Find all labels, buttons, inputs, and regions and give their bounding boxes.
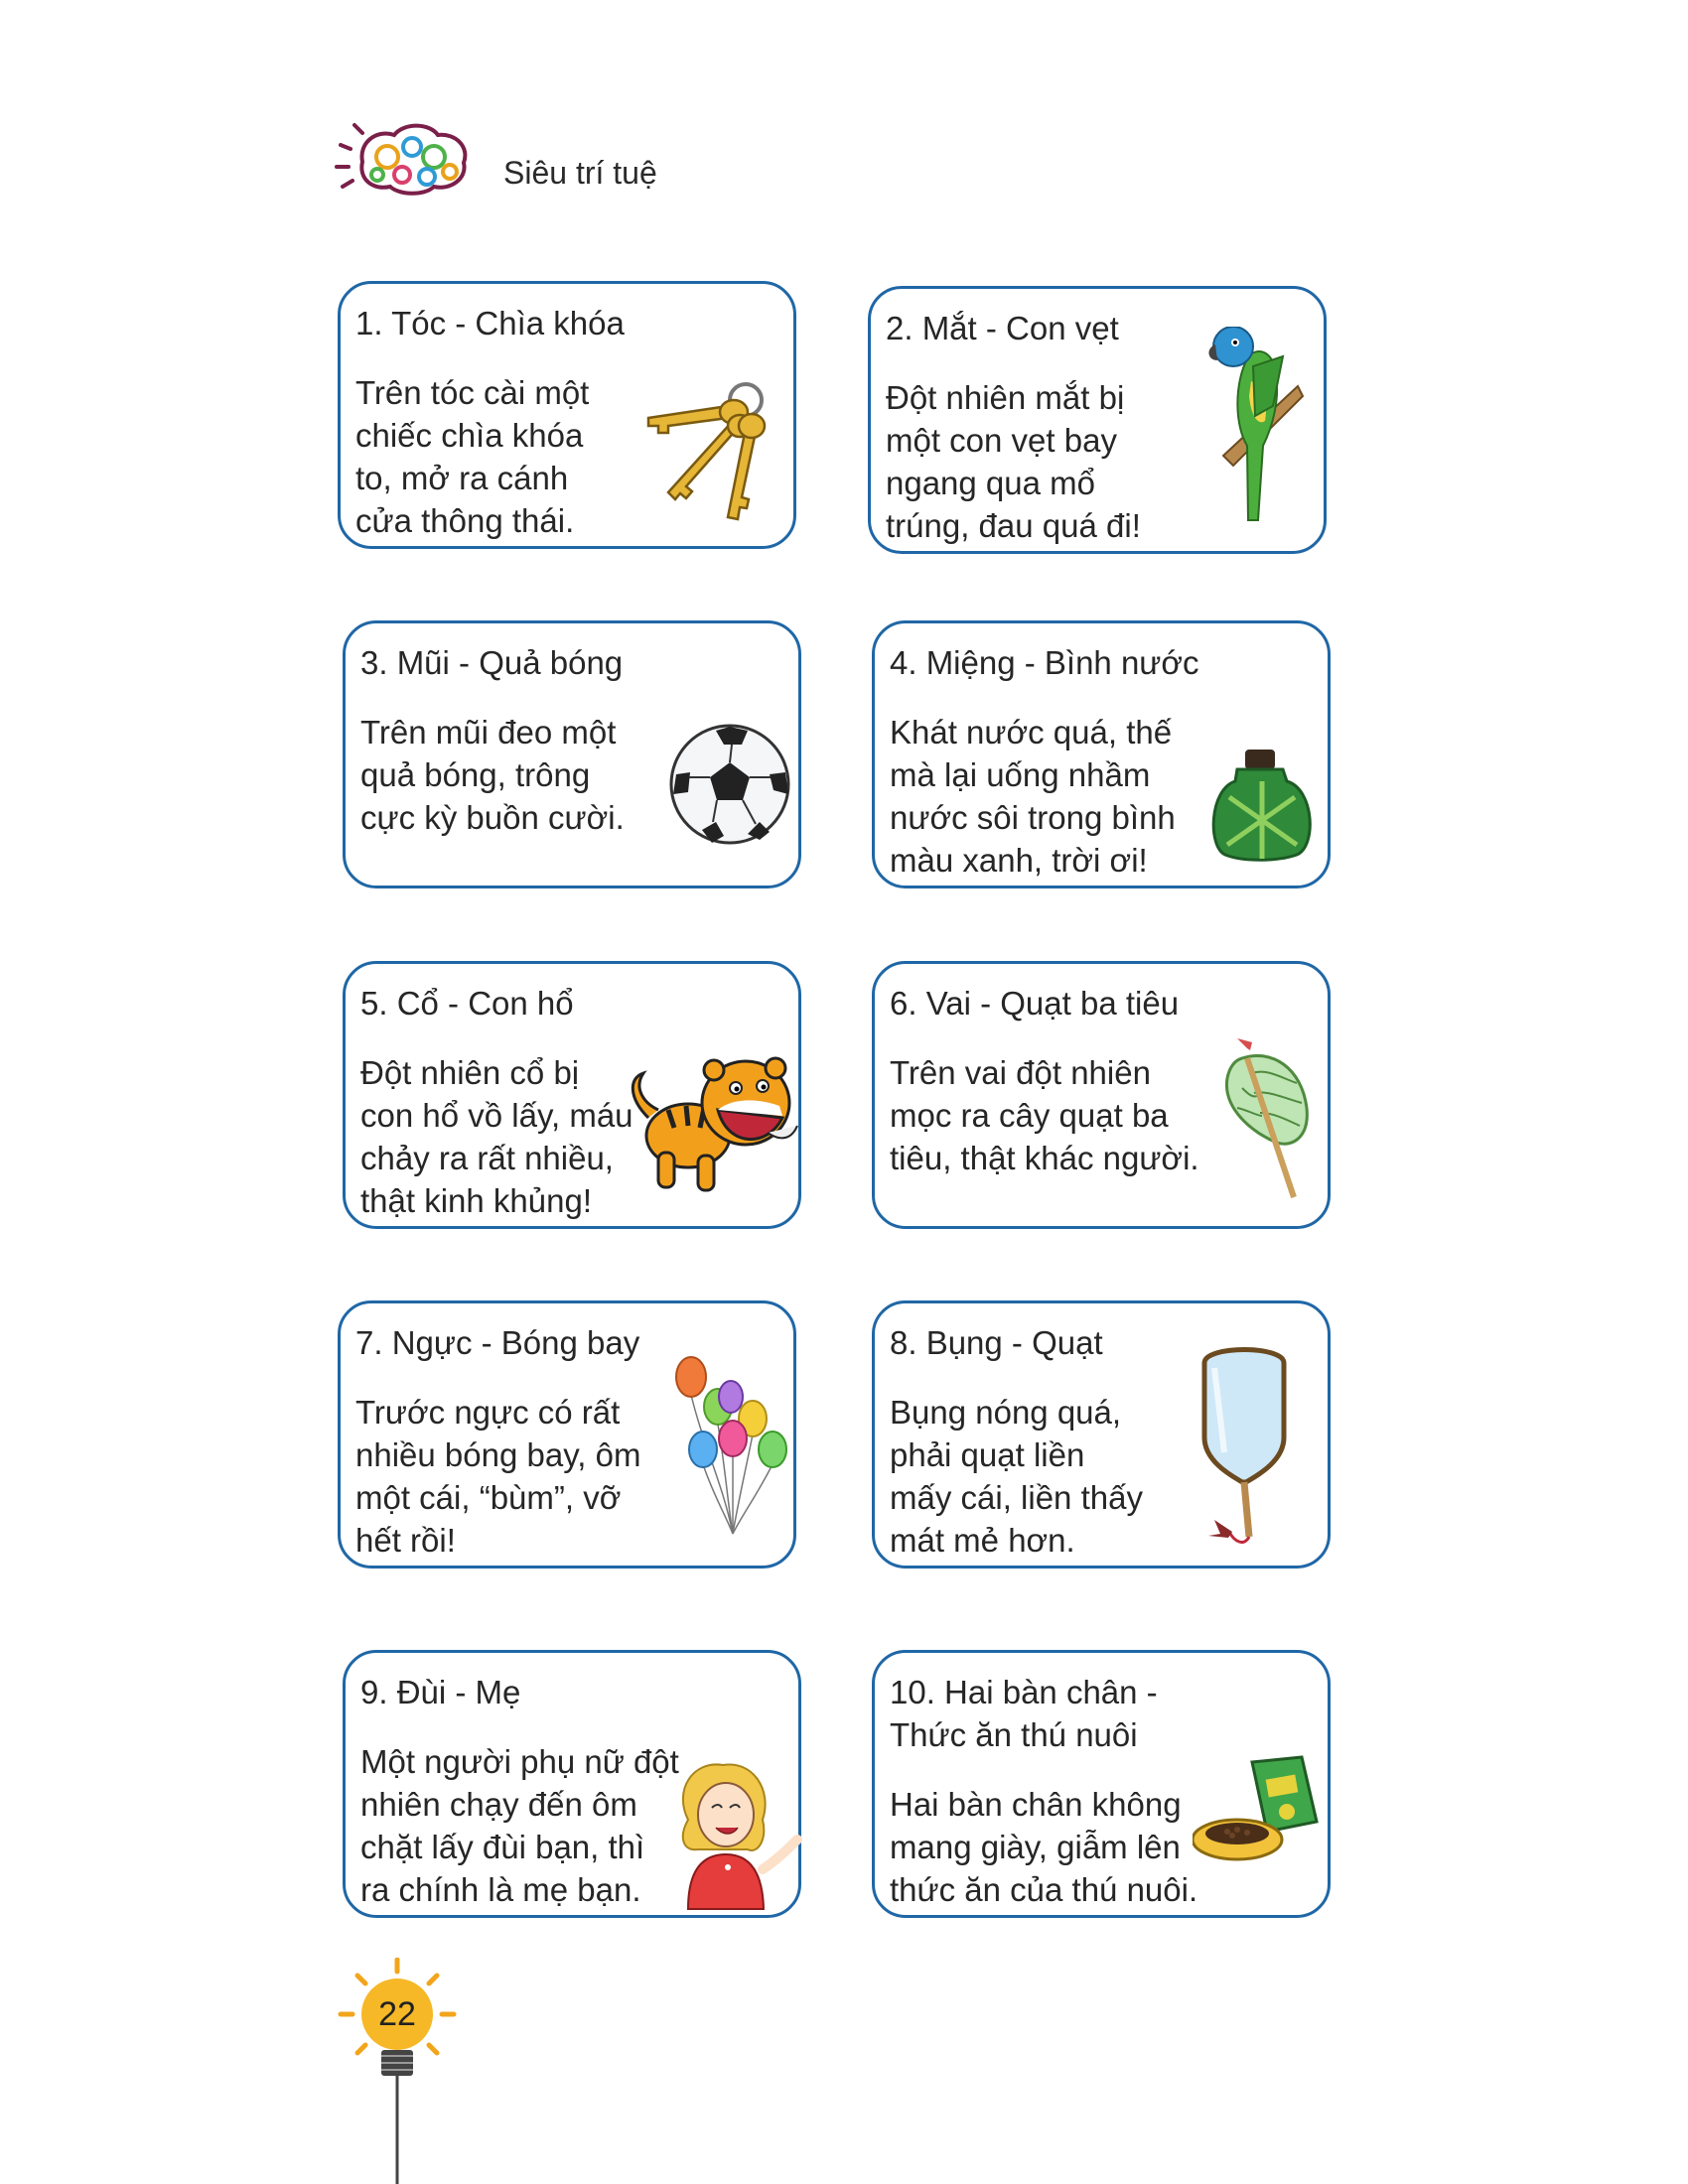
memory-card-2 (868, 286, 1327, 554)
memory-card-10 (872, 1650, 1331, 1918)
card-title: 5. Cổ - Con hổ (360, 985, 574, 1022)
memory-card-4 (872, 620, 1331, 888)
memory-card-8 (872, 1300, 1331, 1569)
card-title: 8. Bụng - Quạt (890, 1324, 1103, 1361)
card-title: 7. Ngực - Bóng bay (355, 1324, 640, 1361)
parrot-icon (1203, 327, 1308, 525)
hand-fan-icon (1195, 1343, 1294, 1552)
card-title: 2. Mắt - Con vẹt (886, 310, 1119, 346)
page-number: 22 (378, 1995, 416, 2033)
card-text: Hai bàn chân không mang giày, giẫm lên thức ăn của thú nuôi. (890, 1786, 1198, 1908)
page-number-bulb (336, 1958, 465, 2184)
banana-leaf-fan-icon (1222, 1038, 1317, 1202)
card-text: Trên tóc cài một chiếc chìa khóa to, mở ra cánh cửa thông thái. (355, 374, 590, 539)
memory-card-5 (343, 961, 801, 1229)
balloons-icon (673, 1355, 792, 1539)
memory-card-3 (343, 620, 801, 888)
card-text: Trên mũi đeo một quả bóng, trông cực kỳ buồn cười. (360, 714, 625, 836)
section-title: Siêu trí tuệ (503, 155, 657, 191)
keys-icon (629, 378, 787, 522)
card-text: Khát nước quá, thế mà lại uống nhầm nước sôi trong bình màu xanh, trời ơi! (890, 714, 1176, 879)
memory-card-6 (872, 961, 1331, 1229)
memory-card-1 (338, 281, 796, 549)
water-flask-icon (1207, 748, 1317, 862)
card-text: Trên vai đột nhiên mọc ra cây quạt ba tiêu, thật khác người. (890, 1054, 1199, 1176)
card-text: Bụng nóng quá, phải quạt liền mấy cái, liền thấy mát mẻ hơn. (890, 1394, 1143, 1559)
card-text: Đột nhiên cổ bị con hổ vồ lấy, máu chảy ra rất nhiều, thật kinh khủng! (360, 1054, 633, 1219)
card-text: Một người phụ nữ đột nhiên chạy đến ôm chặt lấy đùi bạn, thì ra chính là mẹ bạn. (360, 1743, 679, 1908)
card-title: 1. Tóc - Chìa khóa (355, 305, 625, 341)
tiger-icon (619, 1048, 802, 1197)
card-title: 6. Vai - Quạt ba tiêu (890, 985, 1180, 1022)
mother-icon (668, 1760, 802, 1914)
card-title: 9. Đùi - Mẹ (360, 1674, 521, 1710)
memory-card-7 (338, 1300, 796, 1569)
soccer-ball-icon (668, 723, 792, 847)
page-header (333, 117, 730, 216)
card-text: Trước ngực có rất nhiều bóng bay, ôm một cái, “bùm”, vỡ hết rồi! (355, 1394, 641, 1559)
pet-food-icon (1193, 1752, 1322, 1866)
card-title: 3. Mũi - Quả bóng (360, 644, 624, 681)
card-title: 10. Hai bàn chân - Thức ăn thú nuôi (890, 1674, 1158, 1753)
brain-gears-icon (333, 117, 477, 197)
card-title: 4. Miệng - Bình nước (890, 644, 1199, 681)
card-text: Đột nhiên mắt bị một con vẹt bay ngang qua mổ trúng, đau quá đi! (886, 379, 1141, 544)
memory-card-9 (343, 1650, 801, 1918)
